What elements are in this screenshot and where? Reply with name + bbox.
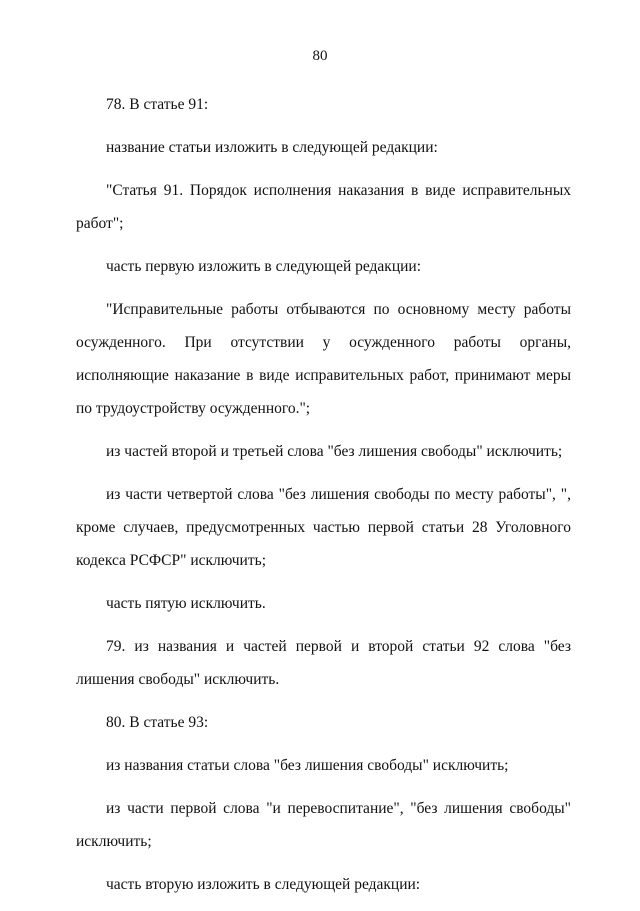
- page-number: 80: [312, 48, 328, 64]
- paragraph-title-instruction: название статьи изложить в следующей редакции:: [106, 139, 438, 156]
- paragraph-80-heading: 80. В статье 93:: [106, 714, 209, 731]
- paragraph-parts-two-three: из частей второй и третьей слова "без лишения свободы" исключить;: [106, 443, 563, 460]
- paragraph-78-heading: 78. В статье 91:: [106, 96, 209, 113]
- paragraph-article-91-title: "Статья 91. Порядок исполнения наказания в виде исправительных работ";: [76, 182, 571, 232]
- paragraph-part-one-instruction: часть первую изложить в следующей редакции:: [106, 258, 422, 275]
- paragraph-part-five: часть пятую исключить.: [106, 595, 266, 612]
- paragraph-part-one-text: "Исправительные работы отбываются по основному месту работы осужденного. При отсутствии у осужденного работы органы, исполняющие наказание в виде исправительных работ, принимают меры по трудоустройству осужденного.";: [76, 301, 571, 417]
- paragraph-93-title: из названия статьи слова "без лишения свободы" исключить;: [106, 757, 509, 774]
- paragraph-93-part-one: из части первой слова "и перевоспитание", "без лишения свободы" исключить;: [76, 800, 571, 850]
- paragraph-part-four: из части четвертой слова "без лишения свободы по месту работы", ", кроме случаев, предусмотренных частью первой статьи 28 Уголовного кодекса РСФСР" исключить;: [76, 486, 571, 569]
- document-body: [76, 88, 571, 911]
- paragraph-79: 79. из названия и частей первой и второй статьи 92 слова "без лишения свободы" исключить.: [76, 638, 571, 688]
- paragraph-93-part-two: часть вторую изложить в следующей редакции:: [106, 876, 421, 893]
